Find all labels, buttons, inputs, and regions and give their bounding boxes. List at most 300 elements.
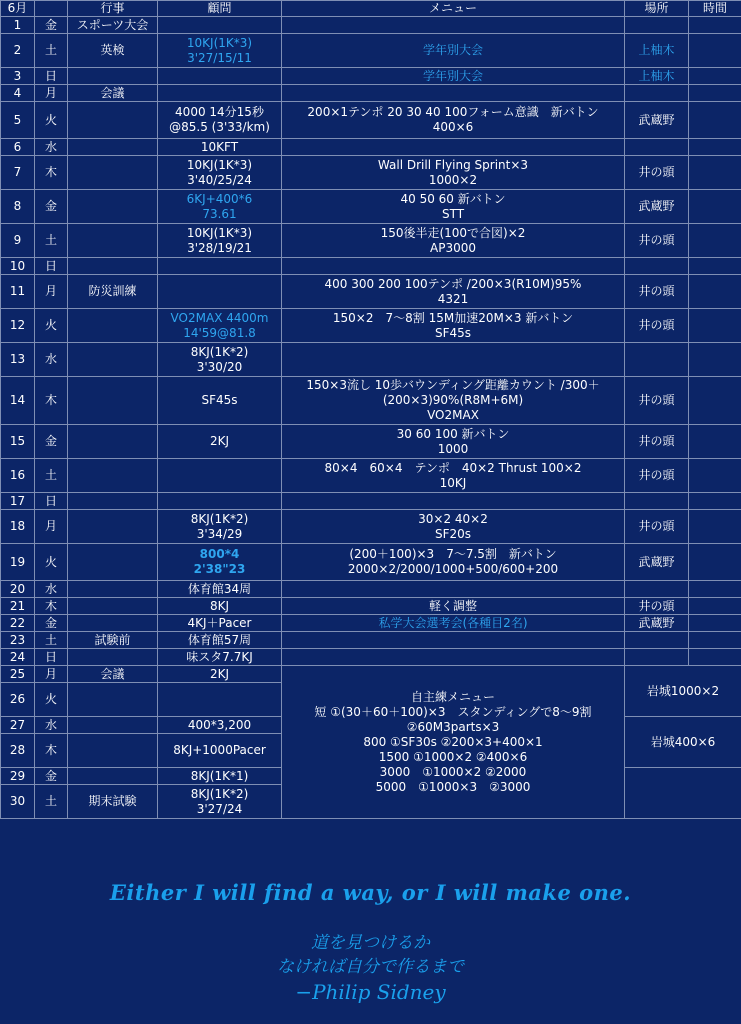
day-cell: 24 (1, 649, 35, 666)
advisor-cell-line: 3'34/29 (196, 526, 243, 541)
day-cell: 13 (1, 343, 35, 377)
place-cell (625, 768, 741, 819)
weekday-cell: 木 (35, 734, 68, 768)
table-row (1, 224, 741, 258)
menu-cell-line: 30 60 100 新バトン (396, 426, 510, 441)
weekday-cell: 火 (35, 683, 68, 717)
day-cell: 15 (1, 425, 35, 459)
day-cell: 6 (1, 139, 35, 156)
header-event: 行事 (68, 1, 158, 17)
header-row (1, 1, 741, 17)
menu-cell (282, 258, 625, 275)
advisor-cell-line: 10KJ(1K*3) (186, 225, 253, 240)
advisor-cell (158, 632, 282, 649)
event-cell (68, 190, 158, 224)
advisor-cell (158, 683, 282, 717)
menu-cell-line: STT (441, 206, 465, 221)
weekday-cell: 日 (35, 68, 68, 85)
header-time: 時間 (689, 1, 741, 17)
table-row (1, 649, 741, 666)
event-cell (68, 425, 158, 459)
weekday-cell: 金 (35, 17, 68, 34)
time-cell (689, 544, 741, 581)
advisor-cell (158, 785, 282, 819)
place-cell: 井の頭 (625, 510, 689, 544)
table-row (1, 156, 741, 190)
time-cell (689, 343, 741, 377)
table-row (1, 544, 741, 581)
menu-cell (282, 615, 625, 632)
advisor-cell (158, 510, 282, 544)
menu-cell (282, 493, 625, 510)
advisor-cell-line: 8KJ (209, 598, 230, 613)
day-cell: 8 (1, 190, 35, 224)
menu-cell-line: 10KJ (439, 475, 467, 490)
advisor-cell (158, 649, 282, 666)
menu-cell-line: 30×2 40×2 (418, 511, 488, 526)
advisor-cell-line: 8KJ(1K*2) (190, 344, 249, 359)
time-cell (689, 17, 741, 34)
time-cell (689, 598, 741, 615)
advisor-cell-line: 味スタ7.7KJ (186, 649, 253, 664)
day-cell: 29 (1, 768, 35, 785)
self-practice-line: 800 ①SF30s ②200×3+400×1 (363, 734, 543, 749)
advisor-cell-line: 10KFT (200, 139, 239, 154)
time-cell (689, 139, 741, 156)
menu-cell-line: 200×1テンポ 20 30 40 100フォーム意識 新バトン (307, 105, 599, 119)
weekday-cell: 水 (35, 139, 68, 156)
table-row (1, 85, 741, 102)
weekday-cell: 土 (35, 785, 68, 819)
advisor-cell-line: 2'38"23 (193, 562, 246, 576)
menu-cell-line: 1000×2 (428, 172, 478, 187)
menu-cell-line: SF20s (434, 526, 472, 541)
table-row (1, 34, 741, 68)
self-practice-line: 1500 ①1000×2 ②400×6 (378, 749, 528, 764)
advisor-cell (158, 258, 282, 275)
time-cell (689, 459, 741, 493)
advisor-cell-line: VO2MAX 4400m (170, 310, 269, 325)
place-cell: 武蔵野 (625, 615, 689, 632)
advisor-cell-line: 800*4 (199, 547, 240, 561)
advisor-cell-line: 3'28/19/21 (187, 240, 252, 255)
advisor-cell (158, 581, 282, 598)
day-cell: 1 (1, 17, 35, 34)
advisor-cell-line: 体育館34周 (187, 581, 252, 596)
place-cell (625, 632, 689, 649)
event-cell (68, 768, 158, 785)
menu-cell-line: 400 300 200 100テンポ /200×3(R10M)95% (324, 276, 582, 291)
self-practice-menu (282, 666, 625, 819)
table-row (1, 309, 741, 343)
advisor-cell (158, 615, 282, 632)
place-cell (625, 17, 689, 34)
menu-cell (282, 309, 625, 343)
menu-cell-line: Wall Drill Flying Sprint×3 (377, 157, 529, 172)
advisor-cell-line: 4KJ＋Pacer (187, 615, 252, 630)
time-cell (689, 102, 741, 139)
event-cell (68, 377, 158, 425)
day-cell: 9 (1, 224, 35, 258)
weekday-cell: 土 (35, 34, 68, 68)
place-cell: 武蔵野 (625, 102, 689, 139)
time-cell (689, 615, 741, 632)
day-cell: 18 (1, 510, 35, 544)
menu-cell (282, 581, 625, 598)
weekday-cell: 水 (35, 343, 68, 377)
self-practice-line: 自主練メニュー (410, 689, 495, 704)
event-cell: 試験前 (68, 632, 158, 649)
table-row (1, 459, 741, 493)
weekday-cell: 金 (35, 425, 68, 459)
weekday-cell: 土 (35, 224, 68, 258)
day-cell: 16 (1, 459, 35, 493)
menu-cell-line: 1000 (437, 441, 469, 456)
table-row (1, 615, 741, 632)
header-advisor: 顧問 (158, 1, 282, 17)
place-cell: 井の頭 (625, 275, 689, 309)
menu-cell-line: 400×6 (432, 120, 474, 134)
table-row (1, 598, 741, 615)
advisor-cell-line: 2KJ (209, 666, 230, 681)
menu-cell (282, 544, 625, 581)
time-cell (689, 258, 741, 275)
advisor-cell (158, 17, 282, 34)
menu-cell-line: 80×4 60×4 テンポ 40×2 Thrust 100×2 (324, 460, 582, 475)
table-row (1, 666, 741, 683)
advisor-cell (158, 139, 282, 156)
day-cell: 12 (1, 309, 35, 343)
day-cell: 11 (1, 275, 35, 309)
advisor-cell (158, 156, 282, 190)
place-cell (625, 581, 689, 598)
menu-cell (282, 632, 625, 649)
place-cell: 井の頭 (625, 598, 689, 615)
menu-cell-line: 私学大会選考会(各種目2名) (378, 615, 528, 630)
menu-cell (282, 343, 625, 377)
table-row (1, 493, 741, 510)
advisor-cell (158, 544, 282, 581)
day-cell: 30 (1, 785, 35, 819)
self-practice-line: 短 ①(30＋60＋100)×3 スタンディングで8～9割 (314, 704, 592, 719)
menu-cell-line: 150×3流し 10歩バウンディング距離カウント /300＋ (306, 378, 600, 392)
weekday-cell: 月 (35, 85, 68, 102)
event-cell (68, 615, 158, 632)
day-cell: 14 (1, 377, 35, 425)
menu-cell (282, 510, 625, 544)
menu-cell (282, 17, 625, 34)
time-cell (689, 224, 741, 258)
day-cell: 20 (1, 581, 35, 598)
event-cell: スポーツ大会 (68, 17, 158, 34)
day-cell: 21 (1, 598, 35, 615)
advisor-cell (158, 68, 282, 85)
day-cell: 2 (1, 34, 35, 68)
event-cell: 期末試験 (68, 785, 158, 819)
menu-cell (282, 224, 625, 258)
place-cell: 岩城1000×2 (625, 666, 741, 717)
place-cell (625, 258, 689, 275)
event-cell (68, 343, 158, 377)
place-cell (625, 343, 689, 377)
event-cell (68, 717, 158, 734)
day-cell: 26 (1, 683, 35, 717)
menu-cell-line: 軽く調整 (428, 598, 477, 613)
footer-quote (0, 868, 741, 1005)
weekday-cell: 土 (35, 632, 68, 649)
advisor-cell (158, 734, 282, 768)
event-cell (68, 734, 158, 768)
weekday-cell: 水 (35, 581, 68, 598)
place-cell: 井の頭 (625, 224, 689, 258)
event-cell: 会議 (68, 85, 158, 102)
time-cell (689, 68, 741, 85)
table-row (1, 425, 741, 459)
place-cell (625, 649, 689, 666)
weekday-cell: 月 (35, 666, 68, 683)
advisor-cell-line: SF45s (201, 393, 238, 407)
menu-cell (282, 459, 625, 493)
day-cell: 23 (1, 632, 35, 649)
advisor-cell-line: 3'27/15/11 (187, 50, 252, 65)
advisor-cell-line: 3'30/20 (196, 359, 243, 374)
advisor-cell-line: 10KJ(1K*3) (186, 35, 253, 50)
day-cell: 4 (1, 85, 35, 102)
event-cell: 英検 (68, 34, 158, 68)
menu-cell-line: 学年別大会 (422, 43, 483, 57)
advisor-cell (158, 85, 282, 102)
menu-cell (282, 156, 625, 190)
advisor-cell-line: 8KJ(1K*2) (190, 511, 249, 526)
day-cell: 19 (1, 544, 35, 581)
place-cell: 上柚木 (625, 34, 689, 68)
event-cell: 防災訓練 (68, 275, 158, 309)
event-cell (68, 544, 158, 581)
menu-cell (282, 190, 625, 224)
event-cell (68, 683, 158, 717)
advisor-cell-line: 8KJ+1000Pacer (173, 743, 266, 757)
event-cell (68, 510, 158, 544)
weekday-cell: 木 (35, 377, 68, 425)
advisor-cell (158, 598, 282, 615)
table-row (1, 581, 741, 598)
time-cell (689, 581, 741, 598)
advisor-cell (158, 459, 282, 493)
event-cell (68, 102, 158, 139)
advisor-cell (158, 34, 282, 68)
self-practice-line: 3000 ①1000×2 ②2000 (379, 764, 527, 779)
place-cell: 井の頭 (625, 459, 689, 493)
day-cell: 22 (1, 615, 35, 632)
weekday-cell: 金 (35, 190, 68, 224)
weekday-cell: 月 (35, 275, 68, 309)
weekday-cell: 日 (35, 258, 68, 275)
weekday-cell: 火 (35, 309, 68, 343)
menu-cell-line: (200×3)90%(R8M+6M) (382, 393, 524, 407)
day-cell: 27 (1, 717, 35, 734)
weekday-cell: 日 (35, 493, 68, 510)
menu-cell-line: 学年別大会 (422, 68, 483, 83)
advisor-cell (158, 309, 282, 343)
time-cell (689, 275, 741, 309)
advisor-cell (158, 275, 282, 309)
header-place: 場所 (625, 1, 689, 17)
menu-cell (282, 139, 625, 156)
table-row (1, 377, 741, 425)
time-cell (689, 510, 741, 544)
advisor-cell (158, 190, 282, 224)
table-row (1, 17, 741, 34)
advisor-cell-line: 400*3,200 (187, 717, 252, 732)
advisor-cell (158, 493, 282, 510)
time-cell (689, 34, 741, 68)
place-cell: 武蔵野 (625, 544, 689, 581)
menu-cell-line: SF45s (434, 325, 472, 340)
weekday-cell: 日 (35, 649, 68, 666)
header-menu: メニュー (282, 1, 625, 17)
menu-cell-line: 150×2 7～8割 15M加速20M×3 新バトン (332, 310, 574, 325)
place-cell: 井の頭 (625, 377, 689, 425)
header-day: 6月 (1, 1, 35, 17)
day-cell: 10 (1, 258, 35, 275)
advisor-cell (158, 666, 282, 683)
place-cell: 井の頭 (625, 156, 689, 190)
place-cell: 武蔵野 (625, 190, 689, 224)
menu-cell-line: (200＋100)×3 7～7.5割 新バトン (349, 547, 557, 561)
menu-cell (282, 649, 625, 666)
weekday-cell: 水 (35, 717, 68, 734)
weekday-cell: 火 (35, 102, 68, 139)
time-cell (689, 493, 741, 510)
self-practice-line: 5000 ①1000×3 ②3000 (375, 779, 531, 794)
time-cell (689, 85, 741, 102)
advisor-cell-line: 3'27/24 (196, 801, 243, 816)
advisor-cell-line: 73.61 (202, 206, 237, 221)
motto-text: Either I will find a way, or I will make one. (109, 880, 632, 905)
advisor-cell (158, 768, 282, 785)
table-row (1, 190, 741, 224)
advisor-cell (158, 717, 282, 734)
advisor-cell-line: 3'40/25/24 (187, 172, 252, 187)
time-cell (689, 377, 741, 425)
table-row (1, 258, 741, 275)
advisor-cell-line: 8KJ(1K*2) (190, 786, 249, 801)
event-cell (68, 581, 158, 598)
place-cell (625, 139, 689, 156)
menu-cell-line: 150後半走(100で合図)×2 (380, 225, 526, 240)
weekday-cell: 金 (35, 615, 68, 632)
event-cell (68, 459, 158, 493)
menu-cell-line: 40 50 60 新バトン (400, 191, 506, 206)
time-cell (689, 156, 741, 190)
quote-signature: −Philip Sidney (295, 980, 446, 1004)
event-cell (68, 139, 158, 156)
advisor-cell (158, 343, 282, 377)
schedule-body (1, 1, 741, 819)
weekday-cell: 月 (35, 510, 68, 544)
event-cell (68, 649, 158, 666)
place-cell (625, 493, 689, 510)
weekday-cell: 木 (35, 156, 68, 190)
advisor-cell-line: 2KJ (209, 434, 230, 448)
place-cell (625, 85, 689, 102)
event-cell (68, 493, 158, 510)
time-cell (689, 632, 741, 649)
menu-cell (282, 102, 625, 139)
menu-cell (282, 34, 625, 68)
time-cell (689, 309, 741, 343)
event-cell (68, 258, 158, 275)
menu-cell (282, 425, 625, 459)
time-cell (689, 649, 741, 666)
advisor-cell (158, 224, 282, 258)
menu-cell (282, 275, 625, 309)
event-cell (68, 68, 158, 85)
advisor-cell (158, 377, 282, 425)
weekday-cell: 土 (35, 459, 68, 493)
place-cell: 岩城400×6 (625, 717, 741, 768)
event-cell (68, 598, 158, 615)
table-row (1, 139, 741, 156)
jp-quote-line-2: なければ自分で作るまで (277, 957, 464, 977)
menu-cell (282, 377, 625, 425)
table-row (1, 102, 741, 139)
time-cell (689, 425, 741, 459)
menu-cell (282, 85, 625, 102)
day-cell: 17 (1, 493, 35, 510)
event-cell (68, 309, 158, 343)
advisor-cell-line: 6KJ+400*6 (186, 191, 253, 206)
day-cell: 5 (1, 102, 35, 139)
day-cell: 3 (1, 68, 35, 85)
place-cell: 井の頭 (625, 425, 689, 459)
place-cell: 上柚木 (625, 68, 689, 85)
table-row (1, 510, 741, 544)
day-cell: 28 (1, 734, 35, 768)
menu-cell-line: AP3000 (430, 240, 476, 255)
advisor-cell-line: 14'59@81.8 (183, 325, 256, 340)
advisor-cell-line: 8KJ(1K*1) (190, 768, 249, 783)
time-cell (689, 190, 741, 224)
advisor-cell-line: 体育館57周 (187, 632, 252, 647)
header-dow (35, 1, 68, 17)
table-row (1, 275, 741, 309)
weekday-cell: 木 (35, 598, 68, 615)
day-cell: 25 (1, 666, 35, 683)
advisor-cell-line: 4000 14分15秒 (175, 105, 264, 119)
self-practice-line: ②60M3parts×3 (406, 719, 500, 734)
menu-cell (282, 68, 625, 85)
event-cell: 会議 (68, 666, 158, 683)
table-row (1, 68, 741, 85)
advisor-cell-line: @85.5 (3'33/km) (169, 120, 270, 134)
place-cell: 井の頭 (625, 309, 689, 343)
menu-cell (282, 598, 625, 615)
table-row (1, 343, 741, 377)
event-cell (68, 224, 158, 258)
weekday-cell: 火 (35, 544, 68, 581)
day-cell: 7 (1, 156, 35, 190)
advisor-cell (158, 425, 282, 459)
advisor-cell-line: 10KJ(1K*3) (186, 157, 253, 172)
advisor-cell (158, 102, 282, 139)
menu-cell-line: 2000×2/2000/1000+500/600+200 (347, 562, 559, 576)
menu-cell-line: 4321 (437, 291, 469, 306)
event-cell (68, 156, 158, 190)
table-row (1, 632, 741, 649)
weekday-cell: 金 (35, 768, 68, 785)
menu-cell-line: VO2MAX (427, 408, 479, 422)
